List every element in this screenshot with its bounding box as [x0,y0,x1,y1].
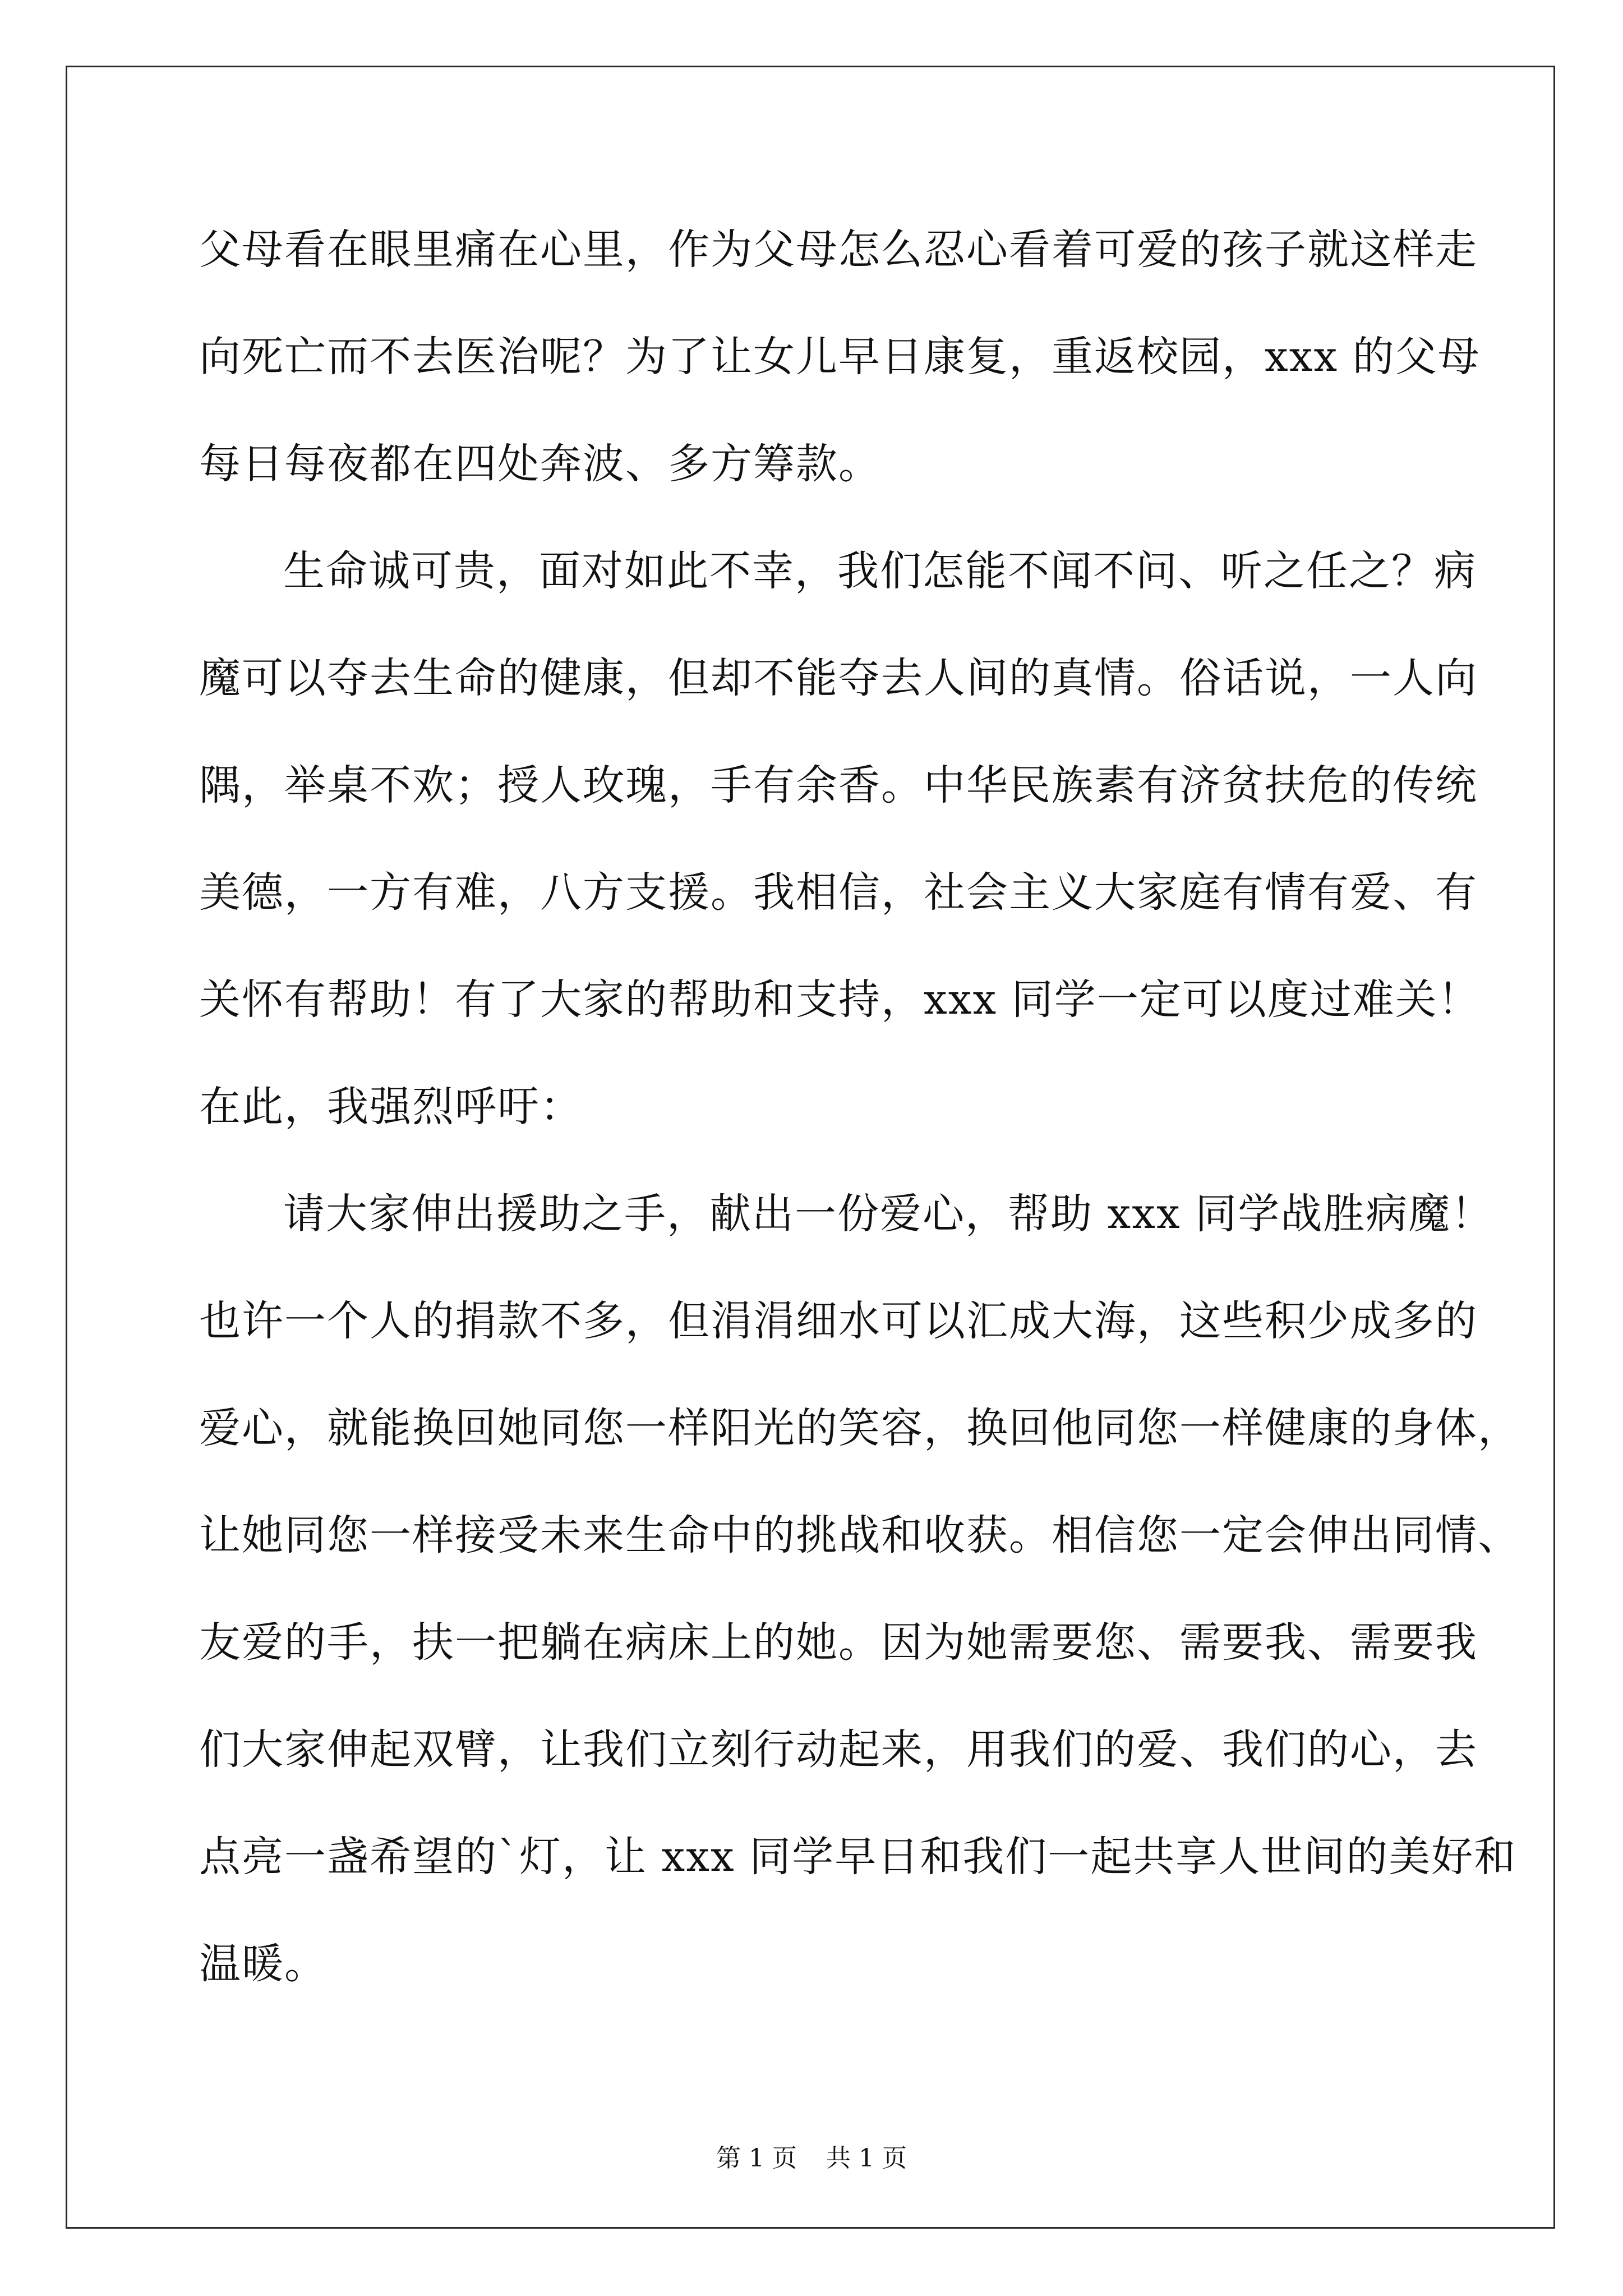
text-line: 在此，我强烈呼吁： [199,1083,583,1131]
text-line: 让她同您一样接受未来生命中的挑战和收获。相信您一定会伸出同情、 [199,1511,1520,1559]
text-line: 也许一个人的捐款不多，但涓涓细水可以汇成大海，这些积少成多的 [199,1297,1478,1345]
text-line: 魔可以夺去生命的健康，但却不能夺去人间的真情。俗话说，一人向 [199,654,1478,702]
text-line: 爱心，就能换回她同您一样阳光的笑容，换回他同您一样健康的身体， [199,1404,1520,1452]
text-line: 点亮一盏希望的`灯，让 xxx 同学早日和我们一起共享人世间的美好和 [199,1833,1517,1881]
text-line: 向死亡而不去医治呢？为了让女儿早日康复，重返校园，xxx 的父母 [199,333,1481,381]
text-line: 生命诚可贵，面对如此不幸，我们怎能不闻不问、听之任之？病 [283,547,1477,595]
text-line: 每日每夜都在四处奔波、多方筹款。 [199,440,881,488]
text-line: 友爱的手，扶一把躺在病床上的她。因为她需要您、需要我、需要我 [199,1618,1478,1667]
page-number-total: 共 1 页 [826,2144,907,2173]
text-line: 们大家伸起双臂，让我们立刻行动起来，用我们的爱、我们的心，去 [199,1726,1478,1774]
text-line: 关怀有帮助！有了大家的帮助和支持，xxx 同学一定可以度过难关！ [199,976,1481,1024]
text-line: 请大家伸出援助之手，献出一份爱心，帮助 xxx 同学战胜病魔！ [283,1190,1494,1238]
page-number-current: 第 1 页 [716,2144,797,2173]
text-line: 父母看在眼里痛在心里，作为父母怎么忍心看着可爱的孩子就这样走 [199,226,1478,274]
document-body [199,216,1520,2037]
text-line: 隅，举桌不欢；授人玫瑰，手有余香。中华民族素有济贫扶危的传统 [199,761,1478,809]
page-footer [0,2142,1623,2175]
text-line: 美德，一方有难，八方支援。我相信，社会主义大家庭有情有爱、有 [199,868,1478,917]
text-line: 温暖。 [199,1940,327,1988]
